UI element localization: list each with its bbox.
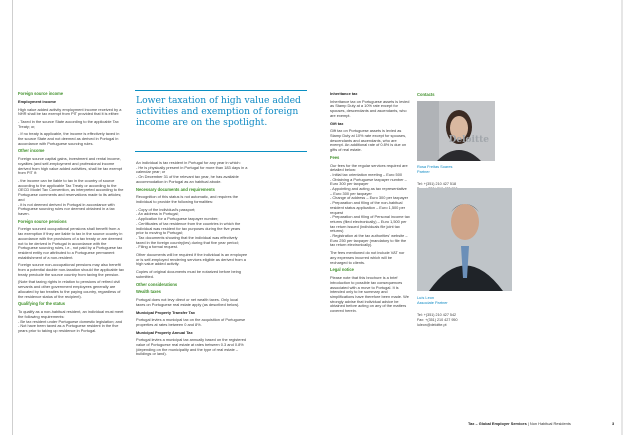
paragraph: Portugal does not levy direct or net wealth taxes. Only local taxes on Portuguese real estate apply (as described below).: [136, 297, 240, 307]
contacts-heading: Contacts: [417, 92, 435, 97]
subheading: Municipal Property Transfer Tax: [136, 309, 195, 315]
paragraph: To qualify as a non-habitual resident, an individual must meet the following requirements: - Be tax resident under Portuguese domestic legislation; and - Not have been taxed as a Portuguese resident in the five years prior to taking up residence in Portugal.: [18, 309, 124, 333]
column-2: [136, 161, 248, 360]
contact-name: Luís Leon: [417, 295, 435, 300]
paragraph: The fees mentioned do not include VAT nor any expenses incurred which will be recharged to clients.: [330, 250, 405, 265]
paragraph: (Note that taxing rights in relation to pensions of retired civil servants and other government employees generally are allocated by tax treaties to the paying country, regardless of the residence status of the recipient).: [18, 279, 121, 299]
section-heading: Fees: [330, 154, 340, 160]
brand-logo: Deloitte: [448, 135, 489, 145]
paragraph: Inheritance tax on Portuguese assets is levied as Stamp Duty at a 10% rate except for spouses, descendants and ascendants, who are exempt.: [330, 98, 410, 118]
contact-details: Tel: +(351) 210 427 542 Fax: +(351) 210 427 950 luleon@deloitte.pt: [417, 313, 458, 327]
paragraph: - If no treaty is applicable, the income is effectively taxed in the source State and not deemed as derived in Portugal in accordance with Portuguese sourcing rules.: [18, 131, 120, 146]
portrait-photo-rosa: [417, 101, 495, 161]
section-heading: Other income: [18, 148, 45, 154]
footer-title: | Non Habitual Residents: [526, 421, 571, 426]
footer-section: Tax – Global Employer Services: [468, 421, 527, 426]
section-heading: Other considerations: [136, 281, 178, 287]
paragraph: Copies of original documents must be notarized before being submitted.: [136, 269, 241, 279]
paragraph: An individual is tax resident in Portugal for any year in which: - He is physically present in Portugal for more than 183 days in a calendar year; or - On December 31 of the relevant tax year, he has available accommodation in Portugal as an habitual abode.: [136, 160, 248, 184]
paragraph: Foreign source non-occupational pensions may also benefit from a potential double non-taxation should the applicable tax treaty preclude the source country from taxing the pension.: [18, 262, 124, 277]
subheading: Inheritance tax: [330, 91, 358, 96]
paragraph: Our fees for the regular services required are detailed below: - Initial tax orientation meeting – Euro 500 - Obtaining a Portuguese taxpayer number – Euro 300 per taxpayer - Appointing and acting as tax representative – Euro 300 per taxpayer - Change of address – Euro 300 per taxpayer - Preparation and filing of the non-habitual resident status application – Euro 1,500 per request - Preparation and filing of Personal income tax returns (filed electronically) – Euro 1,500 per tax return issued (individuals file joint tax returns) - Registration at the tax authorities' website – Euro 250 per taxpayer (mandatory to file the tax return electronically).: [330, 162, 410, 248]
title-bottom-rule: [135, 151, 307, 152]
contact-role: Partner: [417, 169, 430, 174]
section-heading: Wealth taxes: [136, 289, 161, 295]
subheading: Employment income: [18, 98, 57, 104]
paragraph: - Taxed in the source State according to the applicable Tax Treaty; or,: [18, 118, 119, 129]
paragraph: Please note that this brochure is a brief introduction to possible tax consequences associated with a move to Portugal. It is intended only to be summary and simplifications have therefore been made. We strongly advise that individual advice be obtained before acting on any of the matters covered herein.: [330, 275, 409, 314]
paragraph: Recognition of this status is not automatic, and requires the individual to provide the following formalities:: [136, 194, 239, 205]
section-heading: Foreign source pensions: [18, 218, 67, 224]
column-1: [18, 92, 125, 337]
paragraph: Foreign sourced occupational pensions shall benefit from a tax exemption if they are liable to tax in the source country in accordance with the provisions of a tax treaty or are deemed not to be derived in Portugal in accordance with the Portuguese sourcing rules, i.e., not paid by a Portuguese tax resident entity nor attributed to a Portuguese permanent establishment of a non-resident.: [18, 226, 123, 260]
column-3: [330, 92, 410, 317]
portrait-photo-luis: [417, 188, 512, 291]
section-heading: Foreign source income: [18, 91, 64, 96]
portrait-illustration: [417, 188, 512, 291]
title-top-rule: [135, 90, 307, 91]
paragraph: - the income can be liable to tax in the country of source according to the applicable Tax Treaty or according to the OECD Model Tax Convention, as interpreted according to the Portuguese comments and reservations made to its articles; and - it is not deemed derived in Portugal in accordance with Portuguese sourcing rules nor deemed obtained in a tax haven.: [18, 178, 124, 216]
contact-details: Tel: +(351) 210 427 518: [417, 182, 457, 186]
section-heading: Legal notice: [330, 267, 354, 273]
subheading: Gift tax: [330, 120, 344, 126]
section-heading: Qualifying for the status: [18, 301, 66, 307]
page-fold-line: [12, 0, 13, 435]
paragraph: High value added activity employment income received by a NHR shall be tax exempt from PIT provided that it is either:: [18, 106, 122, 117]
contact-name: Rosa Freitas Soares: [417, 164, 453, 169]
contact-role: Associate Partner: [417, 300, 448, 305]
paragraph: Foreign source capital gains, investment and rental income, royalties (and self-employment and professional income derived from high value added activities, shall be tax exempt from PIT if:: [18, 156, 123, 176]
section-heading: Necessary documents and requirements: [136, 186, 215, 192]
subheading: Municipal Property Annual Tax: [136, 329, 193, 335]
paragraph: Other documents will be required if the individual is an employee or is self-employed rendering services eligible as derived from a high value added activity.: [136, 252, 248, 267]
paragraph: - Copy of the individual's passport; - An address in Portugal; - Application for a Portuguese taxpayer number; - Certificates of tax residence from the countries in which the individual was resident for tax purposes during the five years prior to moving to Portugal; - Tax documents showing that the individual was effectively taxed in the foreign country(ies) during that five year period; - Filing a formal request.: [136, 206, 241, 250]
page-title: Lower taxation of high value added activities and exemption of foreign income are on the spotlight.: [136, 95, 301, 129]
portrait-illustration: [417, 101, 495, 161]
paragraph: Gift tax on Portuguese assets is levied as Stamp Duty at 10% rate except for spouses, descendants and ascendants, who are exempt. An additional rate of 0.8% is due on gifts of real estate.: [330, 128, 407, 153]
paragraph: Portugal levies a municipal tax annually based on the registered value of Portuguese real estate at rates between 0.3 and 0.8% (depending on the municipality and the type of real estate – buildings or land).: [136, 337, 247, 357]
page-number: 3: [612, 421, 615, 426]
footer-text: [468, 421, 571, 426]
paragraph: Portugal levies a municipal tax on the acquisition of Portuguese properties at rates between 0 and 8%.: [136, 317, 246, 327]
